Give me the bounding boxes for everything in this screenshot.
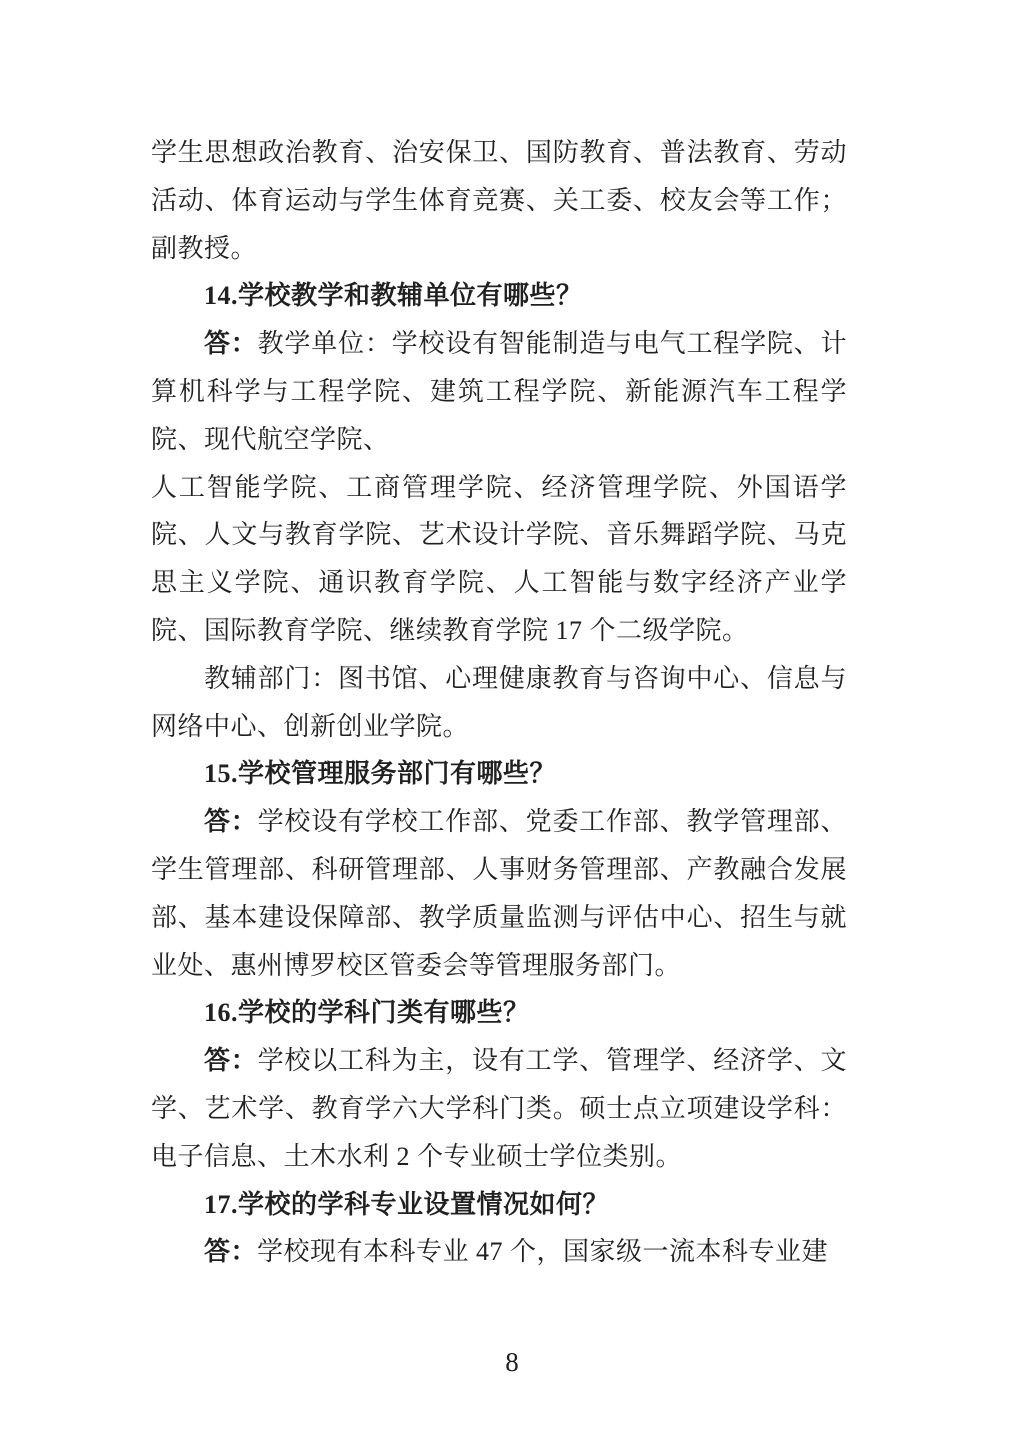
answer-paragraph-14-teaching-units xyxy=(151,320,847,463)
answer-label: 答： xyxy=(204,807,258,837)
heading-text: 16.学校的学科门类有哪些？ xyxy=(204,998,530,1028)
answer-label: 答： xyxy=(204,329,258,359)
answer-paragraph-14-colleges-list xyxy=(151,464,847,655)
question-heading-14 xyxy=(151,272,847,320)
answer-paragraph-16 xyxy=(151,1037,847,1180)
page-footer xyxy=(0,1339,1024,1387)
answer-paragraph-17 xyxy=(151,1228,847,1276)
answer-paragraph-15 xyxy=(151,798,847,989)
paragraph-text: 教学单位：学校设有智能制造与电气工程学院、计算机科学与工程学院、建筑工程学院、新能源汽车工程学院、现代航空学院、 xyxy=(151,329,847,454)
question-heading-15 xyxy=(151,750,847,798)
answer-paragraph-14-auxiliary-units xyxy=(151,655,847,751)
question-heading-16 xyxy=(151,989,847,1037)
paragraph-text: 学校设有学校工作部、党委工作部、教学管理部、学生管理部、科研管理部、人事财务管理部、产教融合发展部、基本建设保障部、教学质量监测与评估中心、招生与就业处、惠州博罗校区管委会等管理服务部门。 xyxy=(151,807,847,980)
heading-text: 14.学校教学和教辅单位有哪些？ xyxy=(204,281,583,311)
page-number: 8 xyxy=(505,1347,519,1377)
paragraph-text: 学校以工科为主，设有工学、管理学、经济学、文学、艺术学、教育学六大学科门类。硕士点立项建设学科：电子信息、土木水利 2 个专业硕士学位类别。 xyxy=(151,1046,847,1171)
paragraph-text: 人工智能学院、工商管理学院、经济管理学院、外国语学院、人文与教育学院、艺术设计学院、音乐舞蹈学院、马克思主义学院、通识教育学院、人工智能与数字经济产业学院、国际教育学院、继续教育学院 17 个二级学院。 xyxy=(151,472,847,645)
paragraph-continued-from-previous-page xyxy=(151,129,847,272)
answer-label: 答： xyxy=(204,1237,258,1267)
document-content xyxy=(151,129,847,1276)
answer-label: 答： xyxy=(204,1046,258,1076)
heading-text: 17.学校的学科专业设置情况如何？ xyxy=(204,1189,610,1219)
paragraph-text: 学校现有本科专业 47 个，国家级一流本科专业建 xyxy=(257,1237,829,1267)
paragraph-text: 教辅部门：图书馆、心理健康教育与咨询中心、信息与网络中心、创新创业学院。 xyxy=(151,663,847,741)
heading-text: 15.学校管理服务部门有哪些？ xyxy=(204,759,557,789)
question-heading-17 xyxy=(151,1181,847,1229)
paragraph-text: 学生思想政治教育、治安保卫、国防教育、普法教育、劳动活动、体育运动与学生体育竞赛、关工委、校友会等工作；副教授。 xyxy=(151,138,847,263)
